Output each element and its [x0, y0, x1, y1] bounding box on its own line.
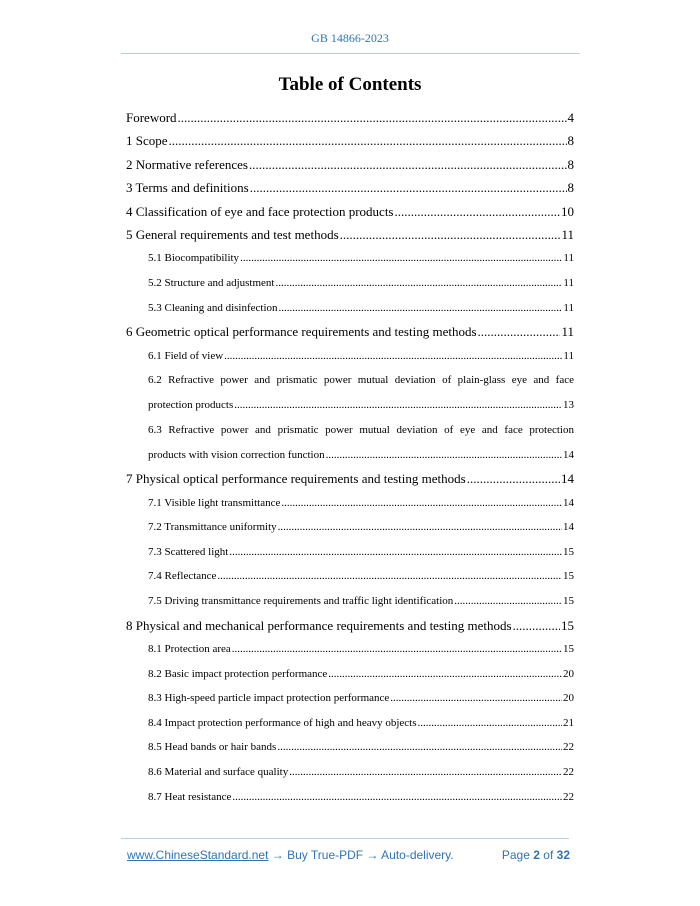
buy-pdf-text: Buy True-PDF: [287, 848, 364, 862]
toc-entry-label: 8.6 Material and surface quality: [148, 766, 289, 779]
toc-entry-6-2[interactable]: [126, 393, 574, 418]
toc-entry-page: 11: [563, 301, 574, 314]
toc-entry-page: 22: [563, 790, 574, 803]
toc-entry-page: 15: [563, 595, 574, 608]
toc-entry-label: 8.3 High-speed particle impact protection performance: [148, 692, 390, 705]
toc-entry-7-4[interactable]: [126, 564, 574, 589]
toc-entry-label: protection products: [148, 399, 234, 412]
toc-entry-page: 8: [567, 133, 574, 149]
toc-entry-page: 11: [561, 324, 574, 340]
auto-delivery-text: Auto-delivery.: [381, 848, 454, 862]
dot-leader: [178, 106, 567, 129]
dot-leader: [390, 686, 562, 711]
dot-leader: [289, 760, 562, 785]
toc-entry-label: 8.2 Basic impact protection performance: [148, 667, 328, 680]
running-header: GB 14866-2023: [311, 31, 389, 45]
toc-entry-page: 14: [563, 448, 574, 461]
dot-leader: [278, 515, 562, 540]
toc-entry-8-1[interactable]: [126, 637, 574, 662]
dot-leader: [169, 129, 567, 152]
toc-entry-6-2-line1[interactable]: 6.2 Refractive power and prismatic power mutual deviation of plain-glass eye and face: [148, 374, 574, 387]
toc-entry-label: 7.3 Scattered light: [148, 545, 229, 558]
dot-leader: [249, 153, 567, 176]
toc-entry-page: 15: [563, 570, 574, 583]
dot-leader: [328, 662, 562, 687]
toc-entry-label: 8.4 Impact protection performance of high and heavy objects: [148, 716, 417, 729]
dot-leader: [234, 393, 562, 418]
toc-entry-page: 15: [561, 617, 574, 633]
toc-entry-8[interactable]: [126, 614, 574, 637]
toc-entry-page: 11: [563, 349, 574, 362]
website-link[interactable]: www.ChineseStandard.net: [127, 848, 269, 862]
dot-leader: [281, 491, 562, 516]
dot-leader: [224, 344, 562, 369]
toc-entry-label: 6.1 Field of view: [148, 349, 224, 362]
table-of-contents: [126, 106, 574, 809]
toc-entry-label: 8.7 Heat resistance: [148, 790, 232, 803]
toc-entry-7[interactable]: [126, 467, 574, 490]
toc-entry-5-3[interactable]: [126, 296, 574, 321]
toc-entry-label: 8.5 Head bands or hair bands: [148, 741, 277, 754]
toc-entry-6-3-line1[interactable]: 6.3 Refractive power and prismatic power mutual deviation of eye and face protection: [148, 423, 574, 436]
page-current: 2: [533, 848, 540, 862]
toc-entry-6-1[interactable]: [126, 344, 574, 369]
toc-entry-label: 5 General requirements and test methods: [126, 226, 339, 242]
toc-entry-page: 15: [563, 643, 574, 656]
toc-entry-8-5[interactable]: [126, 735, 574, 760]
toc-entry-7-2[interactable]: [126, 515, 574, 540]
toc-entry-page: 11: [561, 226, 574, 242]
toc-entry-label: 5.1 Biocompatibility: [148, 252, 240, 265]
toc-entry-page: 14: [563, 496, 574, 509]
toc-entry-4[interactable]: [126, 200, 574, 223]
dot-leader: [232, 637, 562, 662]
toc-entry-page: 22: [563, 741, 574, 754]
page-footer: [127, 848, 570, 862]
toc-entry-2[interactable]: [126, 153, 574, 176]
toc-entry-page: 14: [563, 521, 574, 534]
toc-entry-label: 3 Terms and definitions: [126, 180, 249, 196]
dot-leader: [454, 589, 562, 614]
toc-entry-label: 7.4 Reflectance: [148, 570, 217, 583]
toc-entry-5-2[interactable]: [126, 271, 574, 296]
toc-entry-8-7[interactable]: [126, 785, 574, 810]
toc-entry-8-6[interactable]: [126, 760, 574, 785]
dot-leader: [395, 200, 561, 223]
footer-promo: [127, 848, 454, 862]
toc-entry-label: 1 Scope: [126, 133, 168, 149]
toc-entry-1[interactable]: [126, 129, 574, 152]
dot-leader: [467, 467, 560, 490]
arrow-icon: →: [268, 848, 288, 862]
toc-entry-7-1[interactable]: [126, 491, 574, 516]
toc-entry-5-1[interactable]: [126, 246, 574, 271]
header-divider: [121, 53, 580, 54]
toc-entry-3[interactable]: [126, 176, 574, 199]
toc-entry-page: 20: [563, 692, 574, 705]
dot-leader: [513, 614, 560, 637]
toc-entry-page: 11: [563, 252, 574, 265]
page-word: Page: [501, 848, 530, 862]
toc-entry-label: 7.1 Visible light transmittance: [148, 496, 281, 509]
dot-leader: [217, 564, 562, 589]
dot-leader: [232, 785, 562, 810]
toc-entry-foreword[interactable]: [126, 106, 574, 129]
footer-divider: [121, 838, 569, 839]
dot-leader: [418, 711, 563, 736]
toc-entry-page: 4: [567, 110, 574, 125]
toc-entry-label: 5.2 Structure and adjustment: [148, 276, 275, 289]
dot-leader: [275, 271, 562, 296]
toc-entry-8-3[interactable]: [126, 686, 574, 711]
toc-entry-page: 8: [567, 156, 574, 172]
dot-leader: [340, 223, 561, 246]
toc-entry-6-3[interactable]: [126, 443, 574, 468]
toc-entry-page: 21: [563, 716, 574, 729]
toc-entry-label: 5.3 Cleaning and disinfection: [148, 301, 278, 314]
toc-entry-page: 10: [561, 203, 574, 219]
toc-entry-label: 7.2 Transmittance uniformity: [148, 521, 277, 534]
toc-entry-label: 7.5 Driving transmittance requirements and traffic light identification: [148, 595, 454, 608]
toc-entry-page: 11: [563, 276, 574, 289]
page-title: Table of Contents: [278, 74, 422, 95]
dot-leader: [326, 443, 562, 468]
toc-entry-label: 8 Physical and mechanical performance requirements and testing methods: [126, 617, 512, 633]
toc-entry-8-2[interactable]: [126, 662, 574, 687]
toc-entry-label: Foreword: [126, 110, 177, 125]
toc-entry-page: 8: [567, 180, 574, 196]
page-counter: [502, 848, 570, 862]
toc-entry-page: 14: [561, 471, 574, 487]
toc-entry-page: 15: [563, 545, 574, 558]
toc-entry-label: 8.1 Protection area: [148, 643, 231, 656]
toc-entry-label: 6 Geometric optical performance requirements and testing methods: [126, 324, 477, 340]
toc-entry-page: 13: [563, 399, 574, 412]
dot-leader: [277, 735, 562, 760]
toc-entry-8-4[interactable]: [126, 711, 574, 736]
toc-entry-label: 2 Normative references: [126, 156, 248, 172]
toc-entry-7-5[interactable]: [126, 589, 574, 614]
dot-leader: [240, 246, 562, 271]
page-total: 32: [556, 848, 570, 862]
toc-entry-6[interactable]: [126, 320, 574, 343]
dot-leader: [229, 540, 562, 565]
toc-entry-label: 7 Physical optical performance requirements and testing methods: [126, 471, 466, 487]
toc-entry-5[interactable]: [126, 223, 574, 246]
toc-entry-label: 4 Classification of eye and face protection products: [126, 203, 394, 219]
dot-leader: [478, 320, 561, 343]
toc-entry-page: 22: [563, 766, 574, 779]
toc-entry-label: products with vision correction function: [148, 448, 325, 461]
dot-leader: [250, 176, 567, 199]
toc-entry-page: 20: [563, 667, 574, 680]
arrow-icon: →: [363, 848, 382, 862]
dot-leader: [279, 296, 563, 321]
of-word: of: [543, 848, 554, 862]
toc-entry-7-3[interactable]: [126, 540, 574, 565]
